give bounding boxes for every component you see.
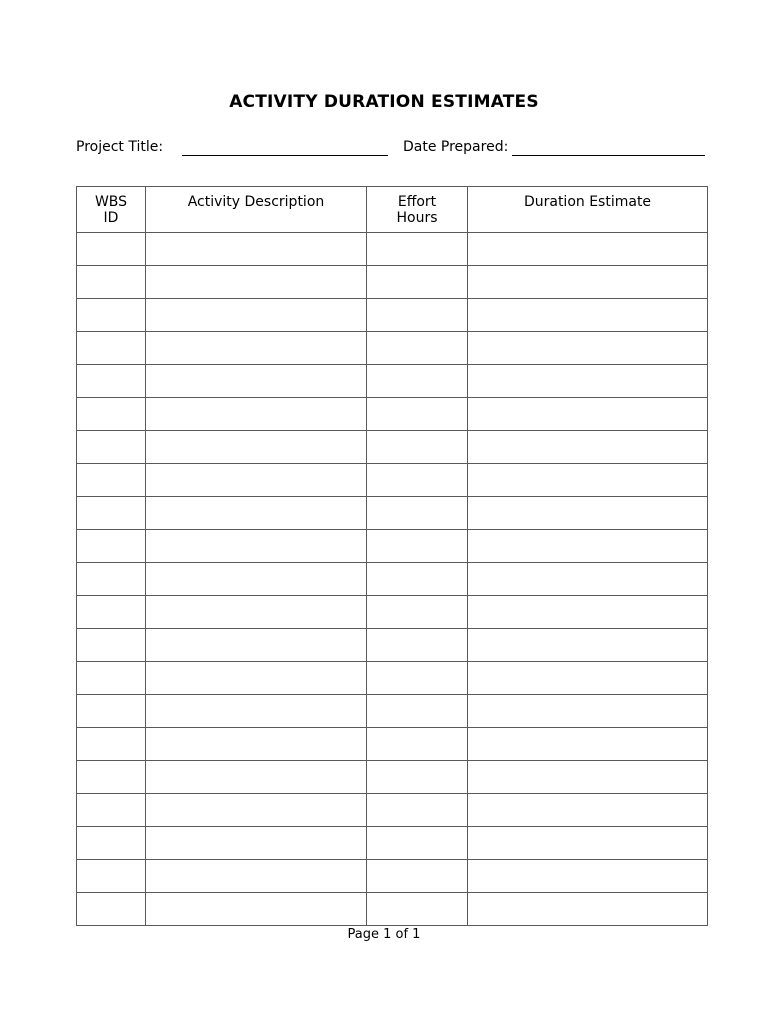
cell-duration-estimate[interactable] (468, 893, 708, 926)
table-header-row (77, 187, 708, 233)
table-row (77, 497, 708, 530)
table-row (77, 530, 708, 563)
cell-activity-description[interactable] (146, 464, 367, 497)
cell-wbs-id[interactable] (77, 332, 146, 365)
project-title-label: Project Title: (76, 139, 164, 155)
cell-duration-estimate[interactable] (468, 794, 708, 827)
cell-activity-description[interactable] (146, 497, 367, 530)
cell-wbs-id[interactable] (77, 629, 146, 662)
cell-activity-description[interactable] (146, 365, 367, 398)
cell-effort-hours[interactable] (367, 497, 468, 530)
document-title: ACTIVITY DURATION ESTIMATES (229, 92, 539, 112)
cell-effort-hours[interactable] (367, 563, 468, 596)
table-row (77, 332, 708, 365)
table-row (77, 695, 708, 728)
table-row (77, 365, 708, 398)
cell-effort-hours[interactable] (367, 596, 468, 629)
activity-duration-table (76, 186, 708, 926)
cell-effort-hours[interactable] (367, 431, 468, 464)
cell-effort-hours[interactable] (367, 629, 468, 662)
project-title-field[interactable] (182, 155, 388, 156)
date-prepared-field[interactable] (512, 155, 705, 156)
cell-wbs-id[interactable] (77, 728, 146, 761)
cell-effort-hours[interactable] (367, 827, 468, 860)
cell-wbs-id[interactable] (77, 365, 146, 398)
cell-duration-estimate[interactable] (468, 860, 708, 893)
cell-effort-hours[interactable] (367, 794, 468, 827)
cell-activity-description[interactable] (146, 398, 367, 431)
cell-effort-hours[interactable] (367, 728, 468, 761)
header-duration-estimate (468, 187, 708, 233)
cell-duration-estimate[interactable] (468, 233, 708, 266)
cell-activity-description[interactable] (146, 662, 367, 695)
cell-duration-estimate[interactable] (468, 662, 708, 695)
cell-duration-estimate[interactable] (468, 530, 708, 563)
cell-wbs-id[interactable] (77, 662, 146, 695)
table-row (77, 728, 708, 761)
table-row (77, 398, 708, 431)
header-activity-description-text: Activity Description (187, 194, 325, 210)
cell-wbs-id[interactable] (77, 431, 146, 464)
cell-wbs-id[interactable] (77, 530, 146, 563)
table-row (77, 662, 708, 695)
cell-activity-description[interactable] (146, 761, 367, 794)
page-footer: Page 1 of 1 (347, 927, 421, 942)
table-row (77, 761, 708, 794)
cell-wbs-id[interactable] (77, 893, 146, 926)
cell-effort-hours[interactable] (367, 662, 468, 695)
cell-effort-hours[interactable] (367, 530, 468, 563)
cell-duration-estimate[interactable] (468, 827, 708, 860)
table-row (77, 266, 708, 299)
cell-wbs-id[interactable] (77, 233, 146, 266)
cell-activity-description[interactable] (146, 530, 367, 563)
cell-effort-hours[interactable] (367, 398, 468, 431)
cell-duration-estimate[interactable] (468, 299, 708, 332)
cell-activity-description[interactable] (146, 695, 367, 728)
cell-activity-description[interactable] (146, 794, 367, 827)
cell-activity-description[interactable] (146, 860, 367, 893)
cell-duration-estimate[interactable] (468, 398, 708, 431)
cell-activity-description[interactable] (146, 827, 367, 860)
date-prepared-label: Date Prepared: (403, 139, 509, 155)
cell-effort-hours[interactable] (367, 233, 468, 266)
cell-duration-estimate[interactable] (468, 464, 708, 497)
cell-duration-estimate[interactable] (468, 695, 708, 728)
cell-activity-description[interactable] (146, 893, 367, 926)
cell-activity-description[interactable] (146, 332, 367, 365)
cell-wbs-id[interactable] (77, 761, 146, 794)
table-row (77, 827, 708, 860)
cell-activity-description[interactable] (146, 233, 367, 266)
table-row (77, 431, 708, 464)
table-body (77, 233, 708, 926)
cell-activity-description[interactable] (146, 596, 367, 629)
cell-effort-hours[interactable] (367, 761, 468, 794)
table-row (77, 596, 708, 629)
cell-wbs-id[interactable] (77, 860, 146, 893)
header-effort-line2: Hours (396, 210, 438, 226)
cell-duration-estimate[interactable] (468, 629, 708, 662)
cell-activity-description[interactable] (146, 431, 367, 464)
table-row (77, 299, 708, 332)
cell-duration-estimate[interactable] (468, 497, 708, 530)
cell-effort-hours[interactable] (367, 365, 468, 398)
header-wbs-id (77, 187, 146, 233)
header-activity-description (146, 187, 367, 233)
cell-wbs-id[interactable] (77, 464, 146, 497)
cell-duration-estimate[interactable] (468, 761, 708, 794)
header-effort-hours (367, 187, 468, 233)
cell-duration-estimate[interactable] (468, 596, 708, 629)
table-row (77, 794, 708, 827)
cell-wbs-id[interactable] (77, 794, 146, 827)
cell-effort-hours[interactable] (367, 464, 468, 497)
cell-wbs-id[interactable] (77, 398, 146, 431)
header-duration-estimate-text: Duration Estimate (523, 194, 652, 210)
cell-effort-hours[interactable] (367, 893, 468, 926)
cell-activity-description[interactable] (146, 629, 367, 662)
table-row (77, 233, 708, 266)
cell-activity-description[interactable] (146, 728, 367, 761)
cell-wbs-id[interactable] (77, 266, 146, 299)
cell-duration-estimate[interactable] (468, 728, 708, 761)
table-row (77, 860, 708, 893)
cell-wbs-id[interactable] (77, 827, 146, 860)
cell-duration-estimate[interactable] (468, 431, 708, 464)
cell-wbs-id[interactable] (77, 695, 146, 728)
cell-activity-description[interactable] (146, 266, 367, 299)
cell-effort-hours[interactable] (367, 299, 468, 332)
cell-duration-estimate[interactable] (468, 563, 708, 596)
cell-duration-estimate[interactable] (468, 365, 708, 398)
header-wbs-line2: ID (103, 210, 119, 226)
cell-effort-hours[interactable] (367, 695, 468, 728)
cell-duration-estimate[interactable] (468, 266, 708, 299)
cell-activity-description[interactable] (146, 563, 367, 596)
cell-effort-hours[interactable] (367, 332, 468, 365)
cell-effort-hours[interactable] (367, 266, 468, 299)
table-row (77, 464, 708, 497)
table-row (77, 563, 708, 596)
table-row (77, 629, 708, 662)
cell-effort-hours[interactable] (367, 860, 468, 893)
cell-wbs-id[interactable] (77, 596, 146, 629)
cell-duration-estimate[interactable] (468, 332, 708, 365)
header-wbs-line1: WBS (94, 194, 128, 210)
header-effort-line1: Effort (397, 194, 437, 210)
cell-wbs-id[interactable] (77, 299, 146, 332)
cell-wbs-id[interactable] (77, 563, 146, 596)
table-row (77, 893, 708, 926)
cell-activity-description[interactable] (146, 299, 367, 332)
cell-wbs-id[interactable] (77, 497, 146, 530)
